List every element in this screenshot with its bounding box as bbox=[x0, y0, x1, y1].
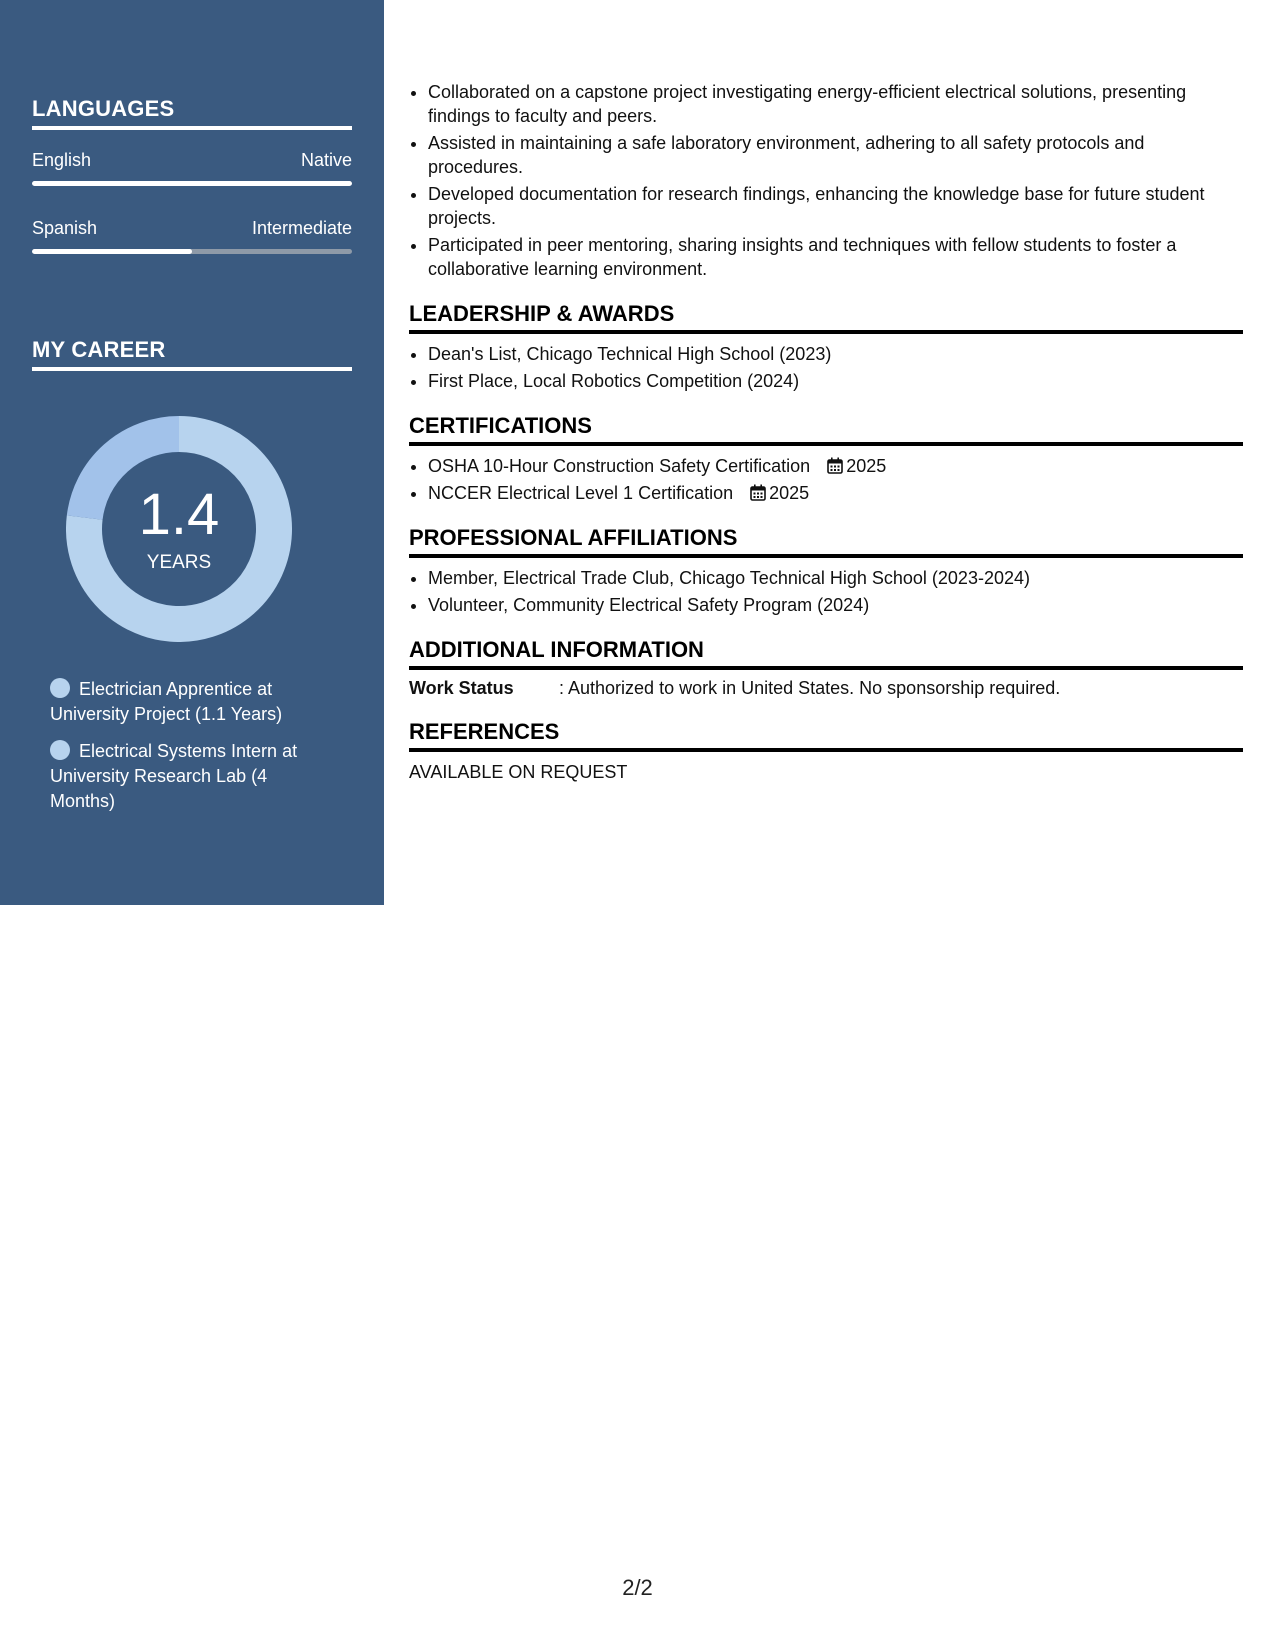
language-spanish bbox=[32, 218, 352, 254]
career-legend bbox=[50, 677, 320, 826]
legend-dot-icon bbox=[50, 678, 70, 698]
references-section bbox=[409, 719, 1243, 783]
career-donut-chart bbox=[66, 416, 292, 642]
section-title: ADDITIONAL INFORMATION bbox=[409, 637, 1243, 670]
additional-info-section bbox=[409, 637, 1243, 699]
calendar-icon bbox=[750, 484, 766, 501]
language-english bbox=[32, 150, 352, 186]
certification-year: 2025 bbox=[846, 456, 887, 476]
career-legend-item bbox=[50, 739, 320, 814]
language-proficiency-fill bbox=[32, 181, 352, 186]
language-name: Spanish bbox=[32, 218, 98, 238]
list-item: • First Place, Local Robotics Competition (2024) bbox=[428, 369, 1243, 393]
section-title: REFERENCES bbox=[409, 719, 1243, 752]
list-item bbox=[428, 481, 1243, 505]
certification-name: NCCER Electrical Level 1 Certification bbox=[428, 483, 734, 503]
language-proficiency-fill bbox=[32, 249, 192, 254]
language-proficiency-bar bbox=[32, 249, 352, 254]
list-item: • Participated in peer mentoring, sharing insights and techniques with fellow students to foster a collaborative learning environment. bbox=[428, 233, 1243, 281]
career-total-years: 1.4 bbox=[138, 482, 220, 547]
languages-section bbox=[32, 96, 352, 254]
language-level: Native bbox=[300, 150, 352, 170]
career-legend-text: Electrical Systems Intern at University Research Lab (4 Months) bbox=[50, 741, 298, 811]
language-proficiency-bar bbox=[32, 181, 352, 186]
page-number: 2/2 bbox=[622, 1575, 653, 1600]
section-title: PROFESSIONAL AFFILIATIONS bbox=[409, 525, 1243, 558]
languages-heading: LANGUAGES bbox=[32, 96, 352, 130]
work-status-row bbox=[409, 678, 1243, 699]
work-status-label: Work Status bbox=[409, 678, 514, 698]
calendar-icon bbox=[827, 457, 843, 474]
certification-name: OSHA 10-Hour Construction Safety Certification bbox=[428, 456, 811, 476]
list-item: • Volunteer, Community Electrical Safety Program (2024) bbox=[428, 593, 1243, 617]
work-status-value: : Authorized to work in United States. No sponsorship required. bbox=[559, 678, 1061, 698]
career-section bbox=[32, 337, 352, 371]
certification-date bbox=[750, 483, 809, 503]
list-item: • Dean's List, Chicago Technical High School (2023) bbox=[428, 342, 1243, 366]
affiliations-section bbox=[409, 525, 1243, 617]
list-item: • Member, Electrical Trade Club, Chicago Technical High School (2023-2024) bbox=[428, 566, 1243, 590]
career-legend-text: Electrician Apprentice at University Project (1.1 Years) bbox=[50, 679, 283, 724]
list-item: • Assisted in maintaining a safe laboratory environment, adhering to all safety protocols and procedures. bbox=[428, 131, 1243, 179]
section-title: LEADERSHIP & AWARDS bbox=[409, 301, 1243, 334]
career-years-label: YEARS bbox=[146, 552, 212, 573]
list-item bbox=[428, 454, 1243, 478]
list-item: • Collaborated on a capstone project investigating energy-efficient electrical solutions, presenting findings to faculty and peers. bbox=[428, 80, 1243, 128]
certification-date bbox=[827, 456, 886, 476]
legend-dot-icon bbox=[50, 740, 70, 760]
experience-bullets bbox=[409, 80, 1243, 281]
language-level: Intermediate bbox=[251, 218, 352, 238]
leadership-section bbox=[409, 301, 1243, 393]
references-text: AVAILABLE ON REQUEST bbox=[409, 762, 628, 782]
main-content bbox=[409, 80, 1243, 783]
career-heading: MY CAREER bbox=[32, 337, 352, 371]
section-title: CERTIFICATIONS bbox=[409, 413, 1243, 446]
career-legend-item bbox=[50, 677, 320, 727]
certification-year: 2025 bbox=[769, 483, 810, 503]
language-name: English bbox=[32, 150, 92, 170]
list-item: • Developed documentation for research findings, enhancing the knowledge base for future student projects. bbox=[428, 182, 1243, 230]
sidebar bbox=[0, 0, 384, 905]
certifications-section bbox=[409, 413, 1243, 505]
